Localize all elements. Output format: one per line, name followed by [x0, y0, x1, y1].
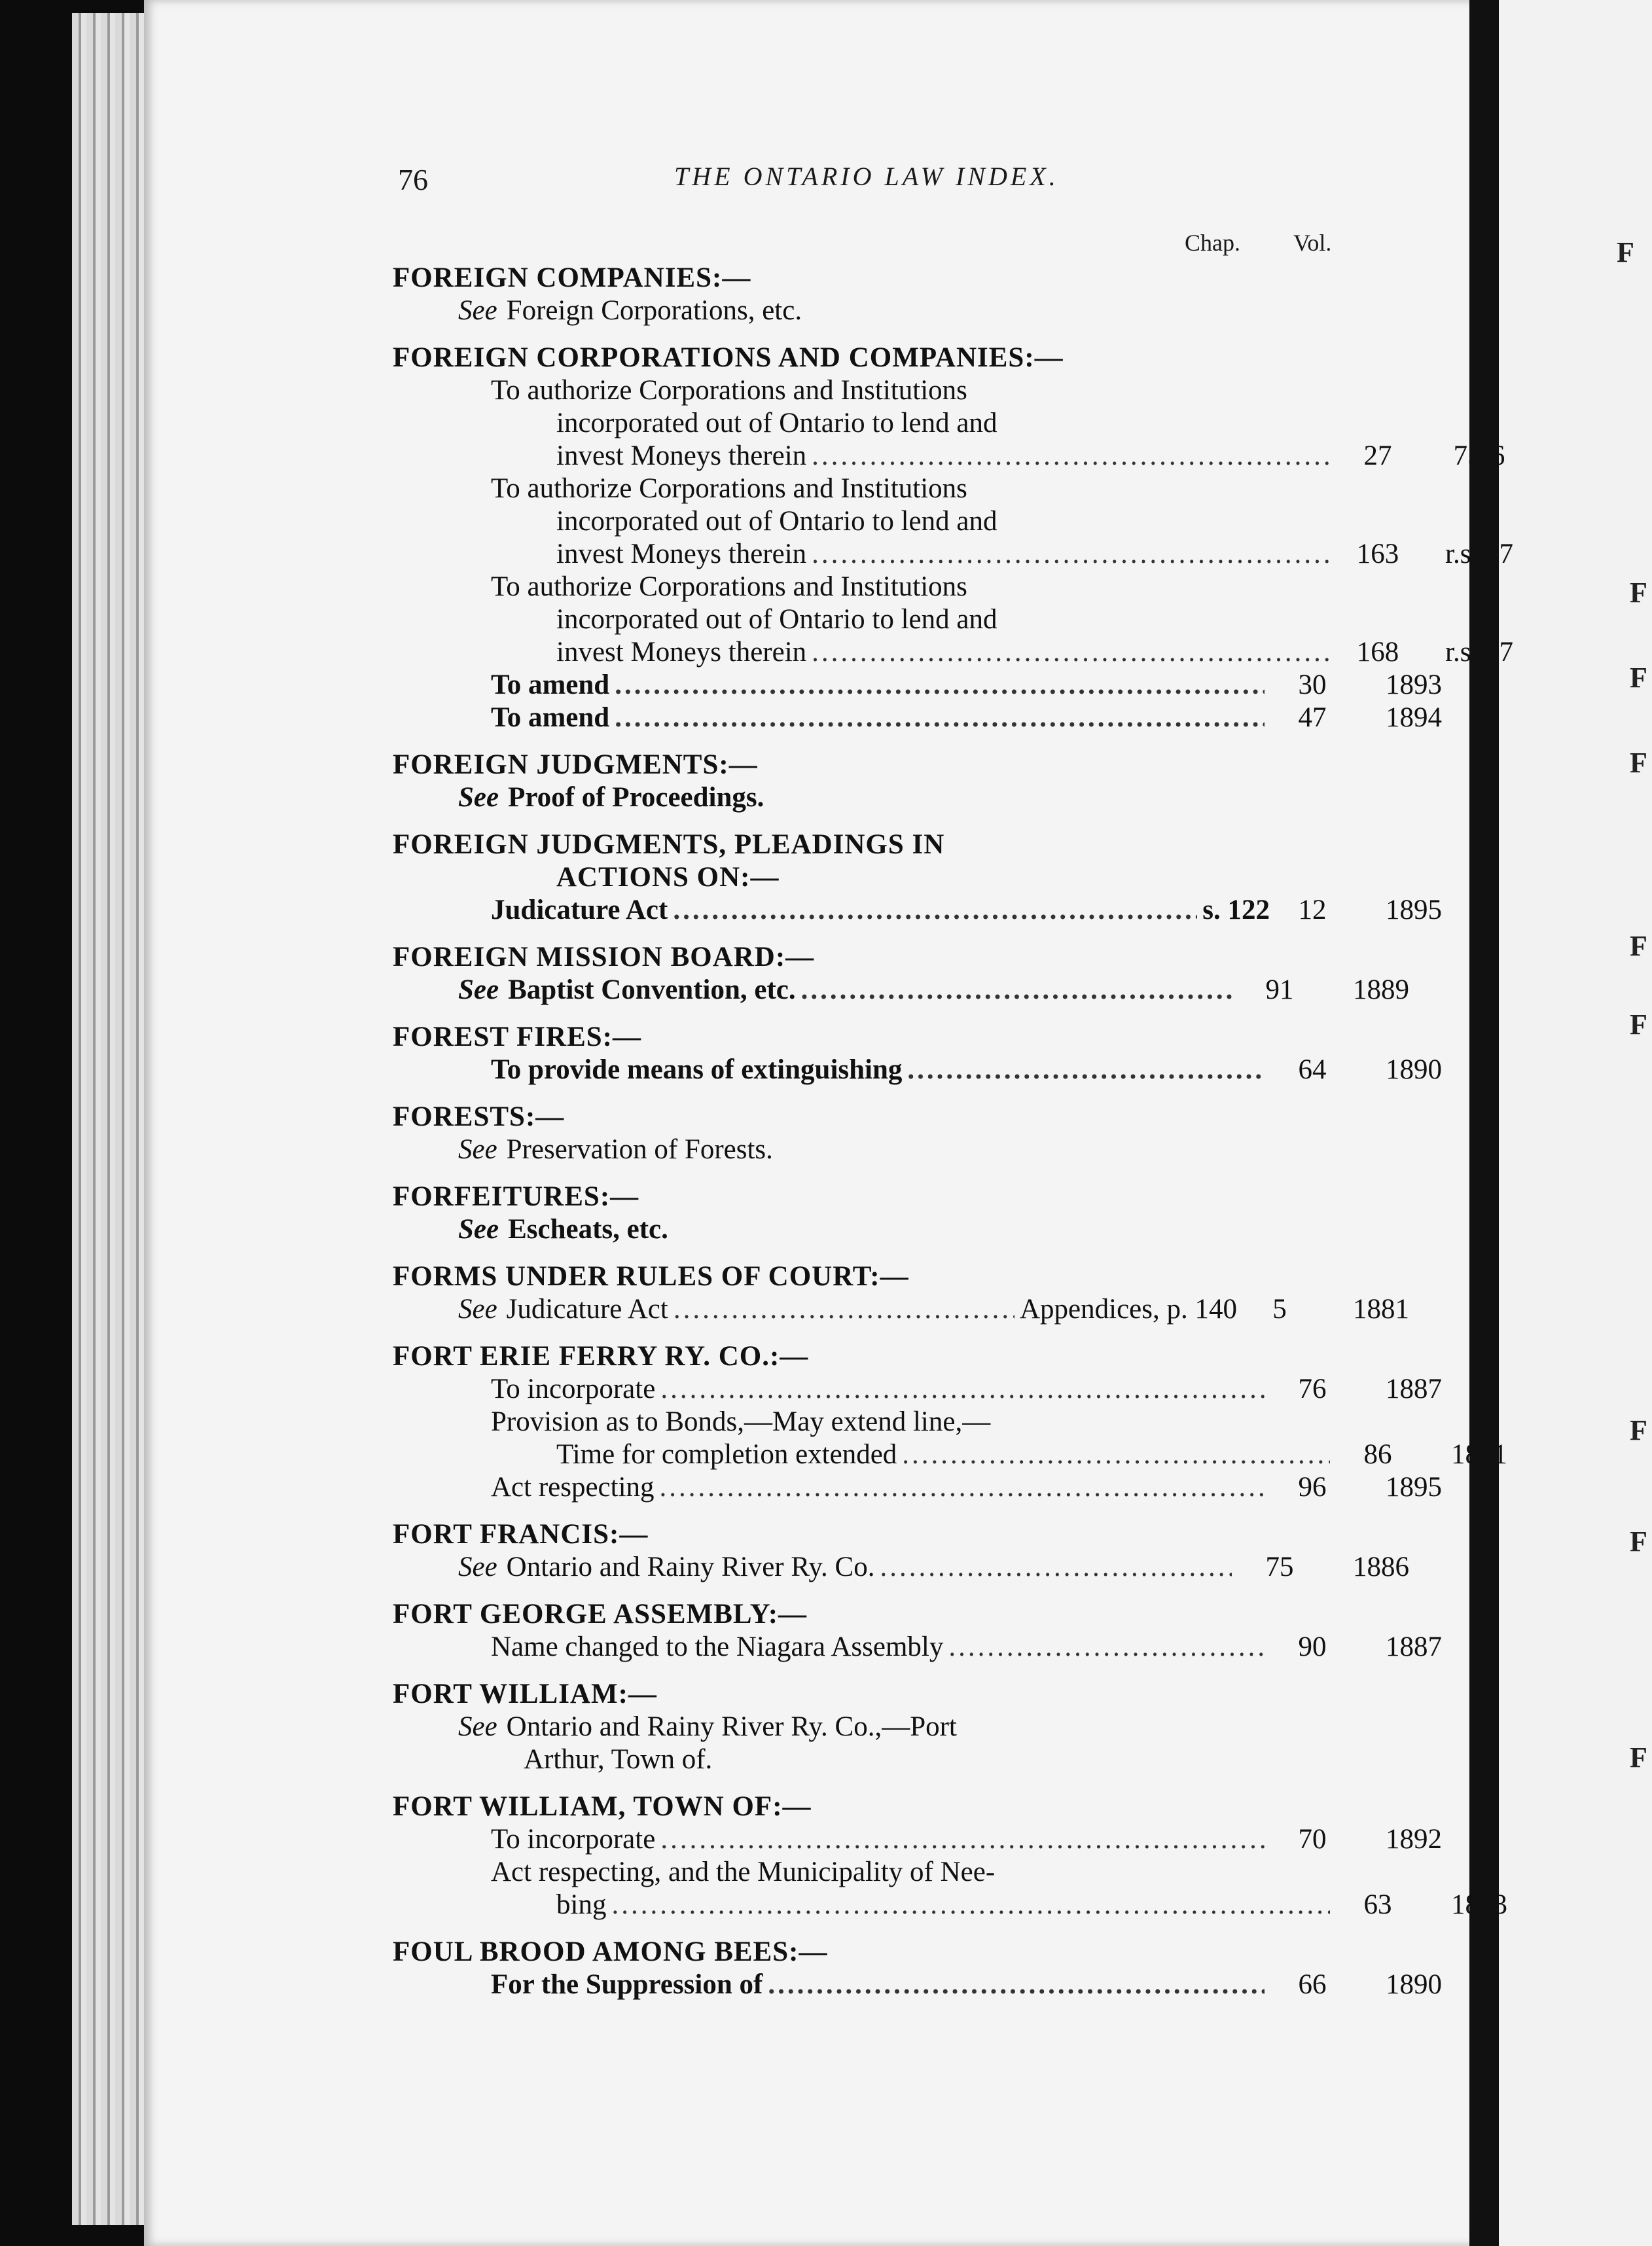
entry-line [393, 1711, 1374, 1743]
entry-line [393, 1054, 1442, 1086]
entry-line [393, 505, 1374, 538]
see-reference-label: See [458, 782, 499, 813]
volume-number: 1886 [1353, 1552, 1409, 1582]
facing-page-fragment: F [1630, 747, 1647, 779]
entry-text [393, 1823, 1270, 1856]
facing-page-fragment: F [1630, 1525, 1647, 1558]
entry-line [393, 1823, 1442, 1856]
section-reference: Appendices, p. 140 [1020, 1294, 1237, 1325]
entry-heading: FORT GEORGE ASSEMBLY:— [393, 1599, 808, 1630]
chapter-number: 66 [1298, 1969, 1327, 2000]
entry-label: To provide means of extinguishing [491, 1054, 903, 1085]
index-entry [393, 1260, 1409, 1326]
chapter-number: 91 [1265, 974, 1294, 1005]
entry-text [393, 407, 1335, 440]
volume-number: 1887 [1386, 1631, 1442, 1662]
leader-dots [660, 1471, 1265, 1504]
facing-page-fragment: F [1630, 1414, 1647, 1446]
entry-label: invest Moneys therein [556, 637, 807, 668]
chapter-number: 168 [1356, 637, 1399, 668]
entry-text [393, 702, 1270, 734]
entry-heading: FORT ERIE FERRY RY. CO.:— [393, 1341, 809, 1372]
index-entry [393, 1181, 1374, 1246]
chapter-number: 75 [1265, 1552, 1294, 1582]
leader-dots [801, 974, 1232, 1007]
index-entry [393, 1101, 1374, 1166]
entry-label: Name changed to the Niagara Assembly [491, 1631, 944, 1662]
facing-page-fragment: F [1630, 1741, 1647, 1774]
entry-label: Act respecting [491, 1472, 655, 1503]
entry-text [393, 894, 1270, 927]
entry-heading: FOREIGN CORPORATIONS AND COMPANIES:— [393, 342, 1064, 373]
entry-heading: FORMS UNDER RULES OF COURT:— [393, 1261, 909, 1292]
leader-dots [611, 1889, 1330, 1921]
entry-text [393, 636, 1335, 669]
entry-label: bing [556, 1889, 607, 1920]
entry-label: Ontario and Rainy River Ry. Co. [506, 1552, 875, 1582]
volume-number: 1891 [1451, 1439, 1507, 1470]
entry-line [393, 636, 1513, 669]
leader-dots [880, 1551, 1232, 1584]
entry-line [393, 669, 1442, 702]
entry-text [393, 440, 1335, 472]
facing-page-fragment: F [1617, 236, 1634, 268]
entry-text [393, 603, 1335, 636]
entry-line [393, 407, 1374, 440]
chapter-number: 70 [1298, 1824, 1327, 1855]
entry-heading: FOREST FIRES:— [393, 1022, 641, 1052]
entry-line [393, 1969, 1442, 2001]
volume-number: 1892 [1386, 1824, 1442, 1855]
entry-label: Escheats, etc. [508, 1214, 668, 1245]
entry-label: To incorporate [491, 1374, 656, 1404]
see-reference-label: See [458, 974, 499, 1005]
index-entry [393, 342, 1513, 734]
facing-page-fragment: F [1630, 577, 1647, 609]
index-entry [393, 1791, 1507, 1921]
see-reference-label: See [458, 295, 497, 326]
volume-number: 75-6 [1453, 440, 1505, 471]
entry-text [393, 538, 1335, 571]
entry-label: To amend [491, 702, 610, 733]
index-entry [393, 829, 1442, 927]
entry-label: invest Moneys therein [556, 539, 807, 569]
entry-text [393, 1856, 1270, 1889]
entry-line [393, 294, 1374, 327]
entry-heading: FOREIGN MISSION BOARD:— [393, 942, 815, 972]
entry-text [393, 1213, 1237, 1246]
leader-dots [615, 669, 1265, 702]
entry-text [393, 1711, 1237, 1743]
entry-heading: FORT FRANCIS:— [393, 1519, 649, 1550]
entry-text [393, 1743, 1302, 1776]
index-entry [393, 1021, 1442, 1086]
entry-heading: FOUL BROOD AMONG BEES:— [393, 1936, 828, 1967]
entry-label: invest Moneys therein [556, 440, 807, 471]
entry-text [393, 1406, 1270, 1438]
index-entry [393, 1340, 1507, 1504]
entry-line [393, 894, 1442, 927]
entry-label: To amend [491, 669, 610, 700]
entry-heading: FOREIGN JUDGMENTS:— [393, 749, 758, 780]
leader-dots [673, 894, 1197, 927]
entry-label: Baptist Convention, etc. [508, 974, 796, 1005]
entry-line [393, 1889, 1507, 1921]
entry-text [393, 374, 1270, 407]
entry-text [393, 1054, 1270, 1086]
volume-number: 1894 [1386, 702, 1442, 733]
entry-label: To incorporate [491, 1824, 656, 1855]
entry-text [393, 505, 1335, 538]
chapter-number: 5 [1272, 1294, 1287, 1325]
entry-label: Arthur, Town of. [524, 1744, 713, 1775]
leader-dots [812, 440, 1330, 472]
leader-dots [812, 636, 1330, 669]
see-reference-label: See [458, 1552, 497, 1582]
chapter-number: 64 [1298, 1054, 1327, 1085]
volume-number: 1893 [1386, 669, 1442, 700]
entry-text [393, 571, 1270, 603]
chapter-number: 96 [1298, 1472, 1327, 1503]
entry-line [393, 1293, 1409, 1326]
entry-text [393, 472, 1270, 505]
entry-line [393, 603, 1374, 636]
entry-label: To authorize Corporations and Institutions [491, 375, 967, 406]
leader-dots [660, 1823, 1265, 1856]
entry-line [393, 781, 1374, 814]
chapter-number: 63 [1363, 1889, 1392, 1920]
entry-label: Act respecting, and the Municipality of Nee- [491, 1857, 996, 1887]
index-entry [393, 1678, 1374, 1776]
entry-text [393, 781, 1237, 814]
index-entry [393, 1518, 1409, 1584]
entry-label: Judicature Act [491, 895, 668, 925]
volume-number: 1890 [1386, 1054, 1442, 1085]
facing-page-fragment: F [1630, 662, 1647, 694]
leader-dots [768, 1969, 1265, 2001]
volume-number: 1890 [1386, 1969, 1442, 2000]
entry-heading: FORT WILLIAM:— [393, 1679, 657, 1709]
index-entry [393, 262, 1374, 327]
section-reference: s. 122 [1202, 895, 1270, 925]
entry-line [393, 1438, 1507, 1471]
entry-line [393, 1213, 1374, 1246]
entry-heading: FOREIGN COMPANIES:— [393, 262, 751, 293]
entry-text [393, 1293, 1237, 1326]
entry-heading: FORFEITURES:— [393, 1181, 639, 1212]
leader-dots [902, 1438, 1330, 1471]
entry-heading: FORT WILLIAM, TOWN OF:— [393, 1791, 812, 1822]
entry-line [393, 1743, 1374, 1776]
volume-number: 1881 [1353, 1294, 1409, 1325]
entry-line [393, 1133, 1374, 1166]
chapter-number: 76 [1298, 1374, 1327, 1404]
entry-label: Preservation of Forests. [506, 1134, 773, 1165]
facing-page-fragment: F [1630, 1008, 1647, 1041]
see-reference-label: See [458, 1134, 497, 1165]
index-entry [393, 941, 1409, 1007]
entry-label: Foreign Corporations, etc. [506, 295, 802, 326]
column-header-vol: Vol. [1293, 230, 1332, 256]
entry-line [393, 1551, 1409, 1584]
entry-text [393, 1889, 1335, 1921]
volume-number: 1893 [1451, 1889, 1507, 1920]
see-reference-label: See [458, 1214, 499, 1245]
entry-label: Time for completion extended [556, 1439, 897, 1470]
leader-dots [615, 702, 1265, 734]
entry-text [393, 1471, 1270, 1504]
volume-number: 1889 [1353, 974, 1409, 1005]
leader-dots [907, 1054, 1265, 1086]
entry-label: Provision as to Bonds,—May extend line,— [491, 1406, 991, 1437]
page-number: 76 [398, 163, 428, 196]
index-entries [393, 262, 1513, 2016]
chapter-number: 163 [1356, 539, 1399, 569]
entry-line [393, 1856, 1374, 1889]
entry-heading: FORESTS:— [393, 1101, 565, 1132]
leader-dots [812, 538, 1330, 571]
entry-text [393, 1551, 1237, 1584]
chapter-number: 27 [1363, 440, 1392, 471]
entry-heading: FOREIGN JUDGMENTS, PLEADINGS IN [393, 829, 945, 860]
entry-line [393, 1471, 1442, 1504]
volume-number: r.s. 77 [1445, 539, 1513, 569]
leader-dots [673, 1293, 1015, 1326]
entry-line [393, 538, 1513, 571]
entry-label: incorporated out of Ontario to lend and [556, 408, 997, 438]
column-header-chap: Chap. [1185, 230, 1240, 256]
index-entry [393, 749, 1374, 814]
volume-number: r.s. 87 [1445, 637, 1513, 668]
entry-line [393, 571, 1374, 603]
running-head: THE ONTARIO LAW INDEX. [674, 162, 1059, 191]
entry-line [393, 440, 1505, 472]
entry-line [393, 974, 1409, 1007]
entry-label: For the Suppression of [491, 1969, 763, 2000]
entry-text [393, 294, 1237, 327]
entry-label: To authorize Corporations and Institutions [491, 473, 967, 504]
entry-line [393, 472, 1374, 505]
entry-line [393, 702, 1442, 734]
volume-number: 1887 [1386, 1374, 1442, 1404]
entry-heading-continuation: ACTIONS ON:— [556, 862, 780, 893]
entry-line [393, 1406, 1374, 1438]
chapter-number: 86 [1363, 1439, 1392, 1470]
entry-line [393, 1373, 1442, 1406]
entry-text [393, 974, 1237, 1007]
entry-label: Ontario and Rainy River Ry. Co.,—Port [506, 1711, 957, 1742]
chapter-number: 47 [1298, 702, 1327, 733]
entry-label: Judicature Act [506, 1294, 668, 1325]
entry-text [393, 1133, 1237, 1166]
entry-text [393, 1969, 1270, 2001]
index-entry [393, 1598, 1442, 1664]
volume-number: 1895 [1386, 895, 1442, 925]
entry-label: To authorize Corporations and Institutions [491, 571, 967, 602]
entry-text [393, 1631, 1270, 1664]
entry-text [393, 1373, 1270, 1406]
see-reference-label: See [458, 1294, 497, 1325]
entry-line [393, 374, 1374, 407]
entry-line [393, 1631, 1442, 1664]
volume-number: 1895 [1386, 1472, 1442, 1503]
leader-dots [948, 1631, 1265, 1664]
index-entry [393, 1936, 1442, 2001]
chapter-number: 12 [1298, 895, 1327, 925]
chapter-number: 90 [1298, 1631, 1327, 1662]
chapter-number: 30 [1298, 669, 1327, 700]
entry-label: Proof of Proceedings. [508, 782, 764, 813]
entry-label: incorporated out of Ontario to lend and [556, 506, 997, 537]
leader-dots [660, 1373, 1265, 1406]
see-reference-label: See [458, 1711, 497, 1742]
facing-page-fragment: F [1630, 930, 1647, 962]
entry-text [393, 1438, 1335, 1471]
entry-label: incorporated out of Ontario to lend and [556, 604, 997, 635]
entry-text [393, 669, 1270, 702]
